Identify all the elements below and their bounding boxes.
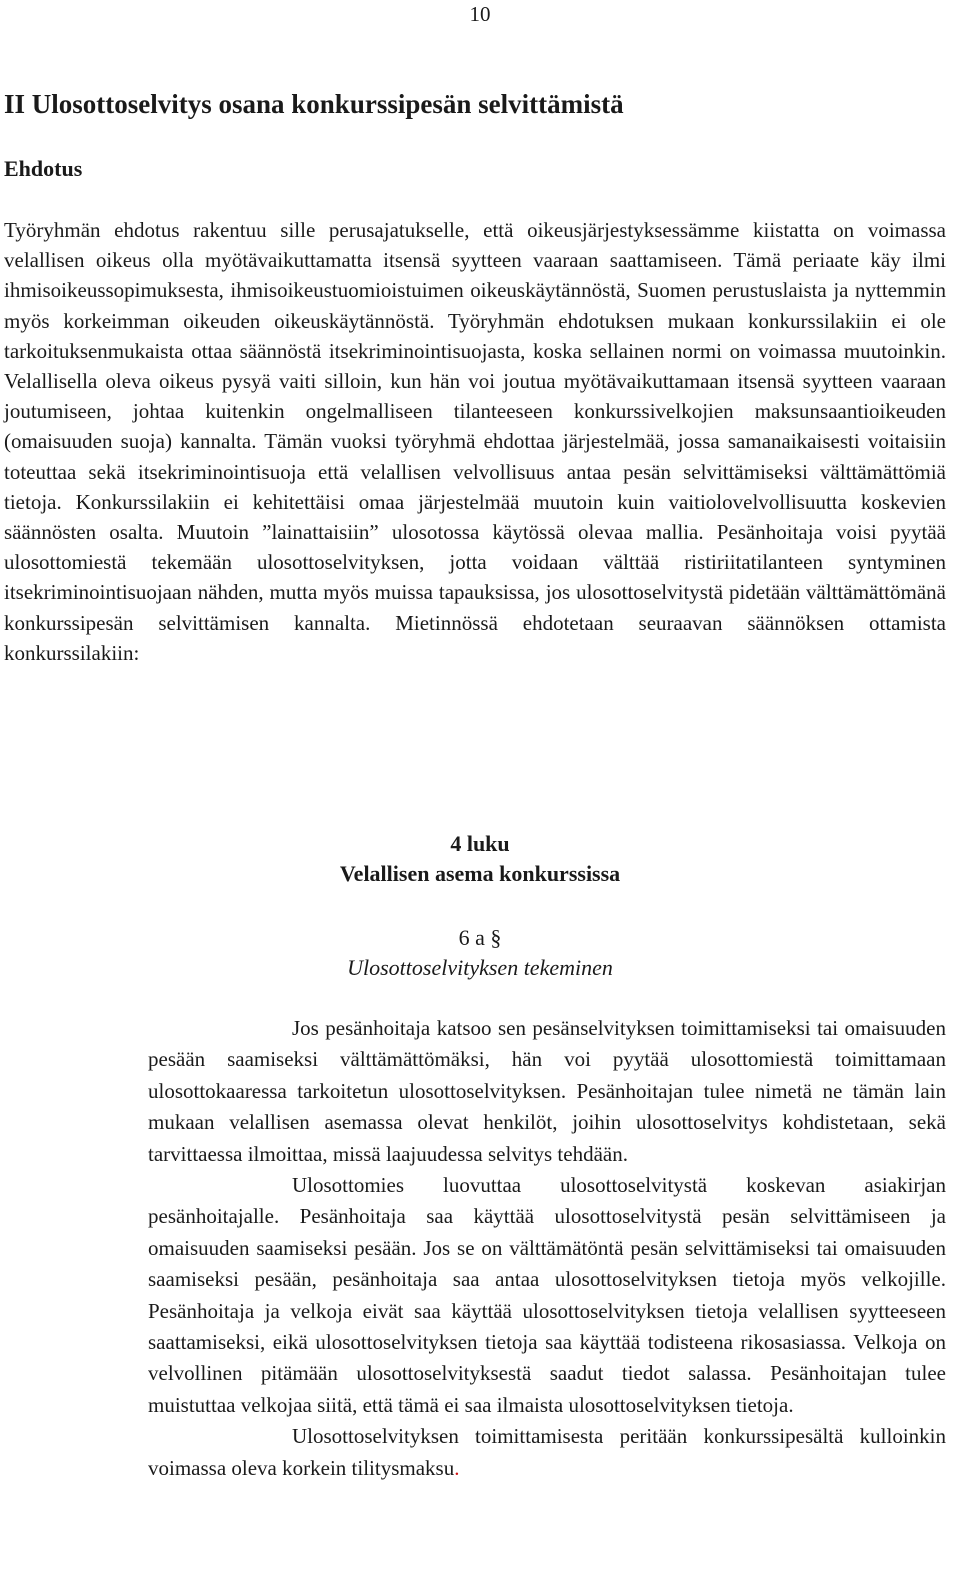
law-paragraph-3-text: Ulosottoselvityksen toimittamisesta peritään konkurssipesältä kulloinkin voimassa oleva korkein tilitysmaksu (148, 1424, 946, 1480)
final-period-mark: . (454, 1455, 460, 1480)
law-paragraph-2: Ulosottomies luovuttaa ulosottoselvitystä koskevan asiakirjan pesänhoitajalle. Pesänhoitaja saa käyttää ulosottoselvitystä pesän selvittämiseen ja omaisuuden saamiseksi pesään. Jos se on välttämätöntä pesän selvittämiseksi tai omaisuuden saamiseksi pesään, pesänhoitaja saa antaa ulosottoselvityksen tietoja myös velkojille. Pesänhoitaja ja velkoja eivät saa käyttää ulosottoselvityksen tietoja velallisen syytteeseen saattamiseksi, eikä ulosottoselvityksen tietoja saa käyttää todisteena rikosasiassa. Velkoja on velvollinen pitämään ulosottoselvityksestä saadut tiedot salassa. Pesänhoitajan tulee muistuttaa velkojaa siitä, että tämä ei saa ilmaista ulosottoselvityksen tietoja. (148, 1173, 946, 1417)
law-text (148, 1013, 946, 1484)
law-section-number: 6 a § (458, 925, 502, 950)
law-chapter-number: 4 luku (450, 831, 510, 856)
law-paragraph-1: Jos pesänhoitaja katsoo sen pesänselvityksen toimittamiseksi tai omaisuuden pesään saamiseksi välttämättömäksi, hän voi pyytää ulosottomiestä toimittamaan ulosottokaaressa tarkoitetun ulosottoselvityksen. Pesänhoitajan tulee nimetä ne tämän lain mukaan velallisen asemassa olevat henkilöt, joihin ulosottoselvitys kohdistetaan, sekä tarvittaessa ilmoittaa, missä laajuudessa selvitys tehdään. (148, 1016, 946, 1166)
law-chapter-heading (0, 829, 960, 889)
section-title: II Ulosottoselvitys osana konkurssipesän selvittämistä (4, 89, 624, 119)
law-section-title: Ulosottoselvityksen tekeminen (347, 955, 613, 980)
law-chapter-title: Velallisen asema konkurssissa (339, 861, 621, 886)
proposal-body-paragraph: Työryhmän ehdotus rakentuu sille perusajatukselle, että oikeusjärjestyksessämme kiistatta on voimassa velallisen oikeus olla myötävaikuttamatta itsensä syytteen vaaraan saattamiseen. Tämä periaate käy ilmi ihmisoikeussopimuksesta, ihmisoikeustuomioistuimen oikeuskäytännöstä, Suomen perustuslaista ja nyttemmin myös korkeimman oikeuden oikeuskäytännöstä. Työryhmän ehdotuksen mukaan konkurssilakiin ei ole tarkoituksenmukaista ottaa säännöstä itsekriminointisuojasta, koska sellainen normi on voimassa muutoinkin. Velallisella oleva oikeus pysyä vaiti silloin, kun hän voi joutua myötävaikuttamaan itsensä syytteen vaaraan joutumiseen, johtaa kuitenkin ongelmalliseen tilanteeseen konkurssivelkojien maksunsaantioikeuden (omaisuuden suoja) kannalta. Tämän vuoksi työryhmä ehdottaa järjestelmää, jossa samanaikaisesti voitaisiin toteuttaa sekä itsekriminointisuoja että velallisen velvollisuus antaa pesän selvittämiseksi välttämättömiä tietoja. Konkurssilakiin ei kehitettäisi omaa järjestelmää muutoin kuin vaitiolovelvollisuutta koskevien säännösten osalta. Muutoin ”lainattaisiin” ulosotossa käytössä olevaa mallia. Pesänhoitaja voisi pyytää ulosottomiestä tekemään ulosottoselvityksen, jotta voidaan välttää ristiriitatilanteen syntyminen itsekriminointisuojaan nähden, mutta myös muissa tapauksissa, jos ulosottoselvitystä pidetään välttämättömänä konkurssipesän selvittämisen kannalta. Mietinnössä ehdotetaan seuraavan säännöksen ottamista konkurssilakiin: (4, 218, 946, 665)
section-subtitle: Ehdotus (4, 156, 83, 181)
law-paragraph-3 (148, 1421, 946, 1484)
page-number: 10 (469, 2, 491, 26)
